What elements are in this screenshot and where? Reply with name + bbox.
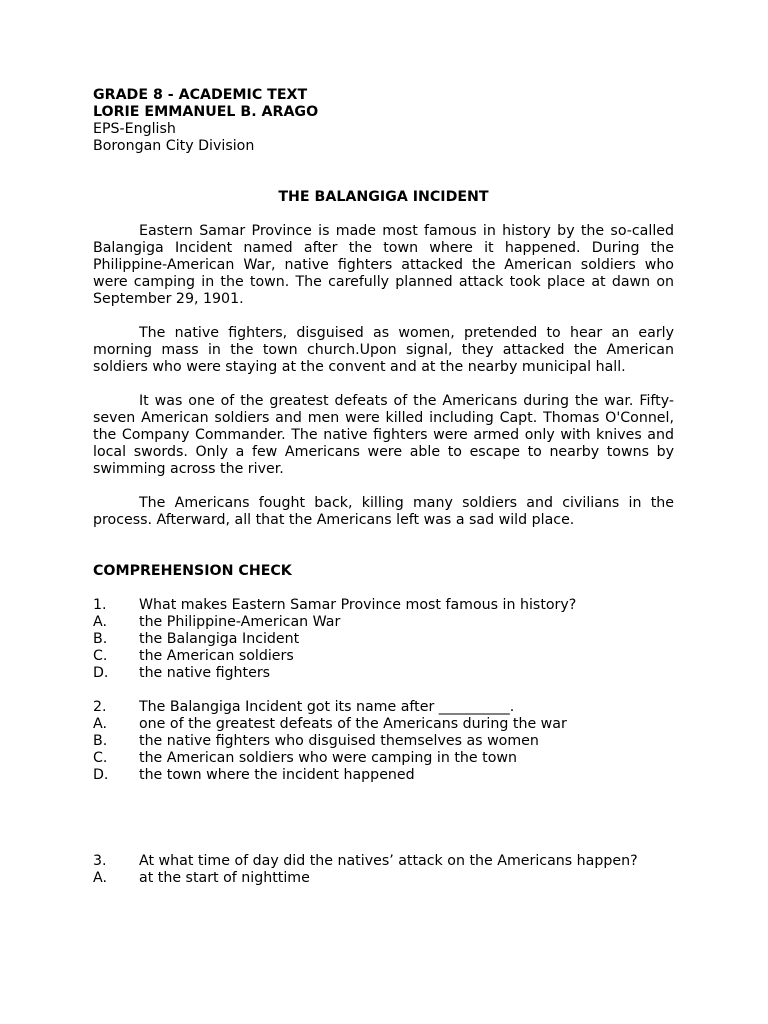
question-block: [93, 853, 674, 887]
header-department-line: EPS-English: [93, 121, 176, 137]
option-text: the town where the incident happened: [139, 767, 415, 783]
question-text: What makes Eastern Samar Province most famous in history?: [139, 597, 577, 613]
question-block: [93, 699, 674, 784]
option-text: the Philippine-American War: [139, 614, 341, 630]
document-title: THE BALANGIGA INCIDENT: [278, 189, 489, 205]
option-letter: A.: [93, 614, 107, 630]
document-page: [93, 87, 674, 904]
option-text: at the start of nighttime: [139, 870, 310, 886]
question-item: [93, 699, 674, 716]
question-number: 3.: [93, 853, 107, 869]
option-letter: C.: [93, 750, 108, 766]
option-letter: B.: [93, 631, 108, 647]
option-letter: D.: [93, 767, 109, 783]
answer-option: [93, 631, 674, 648]
article-paragraph: Eastern Samar Province is made most famous in history by the so-called Balangiga Incident named after the town where it happened. During the Philippine-American War, native fighters attacked the American soldiers who were camping in the town. The carefully planned attack took place at dawn on September 29, 1901.: [93, 223, 674, 307]
question-text: The Balangiga Incident got its name after __________.: [139, 699, 515, 715]
answer-option: [93, 665, 674, 682]
option-text: the American soldiers who were camping in the town: [139, 750, 517, 766]
option-text: the American soldiers: [139, 648, 294, 664]
answer-option: [93, 750, 674, 767]
question-number: 2.: [93, 699, 107, 715]
option-letter: A.: [93, 870, 107, 886]
article-body: [93, 223, 674, 529]
article-paragraph: The native fighters, disguised as women, pretended to hear an early morning mass in the town church.Upon signal, they attacked the American soldiers who were staying at the convent and at the nearby municipal hall.: [93, 325, 674, 375]
answer-option: [93, 733, 674, 750]
article-paragraph: It was one of the greatest defeats of the Americans during the war. Fifty-seven American soldiers and men were killed including Capt. Thomas O'Connel, the Company Commander. The native fighters were armed only with knives and local swords. Only a few Americans were able to escape to nearby towns by swimming across the river.: [93, 393, 674, 477]
answer-option: [93, 767, 674, 784]
option-letter: A.: [93, 716, 107, 732]
header-grade-line: GRADE 8 - ACADEMIC TEXT: [93, 87, 308, 103]
option-text: the native fighters who disguised themselves as women: [139, 733, 539, 749]
option-text: one of the greatest defeats of the Americans during the war: [139, 716, 567, 732]
question-item: [93, 853, 674, 870]
answer-option: [93, 648, 674, 665]
option-letter: C.: [93, 648, 108, 664]
question-block: [93, 597, 674, 682]
option-text: the native fighters: [139, 665, 271, 681]
comprehension-questions: [93, 597, 674, 887]
answer-option: [93, 614, 674, 631]
answer-option: [93, 870, 674, 887]
question-number: 1.: [93, 597, 107, 613]
header-division-line: Borongan City Division: [93, 138, 255, 154]
comprehension-heading: COMPREHENSION CHECK: [93, 563, 292, 579]
article-paragraph: The Americans fought back, killing many soldiers and civilians in the process. Afterward, all that the Americans left was a sad wild place.: [93, 495, 674, 528]
option-letter: B.: [93, 733, 108, 749]
document-header: [93, 87, 674, 155]
answer-option: [93, 716, 674, 733]
option-letter: D.: [93, 665, 109, 681]
option-text: the Balangiga Incident: [139, 631, 300, 647]
question-item: [93, 597, 674, 614]
header-author-line: LORIE EMMANUEL B. ARAGO: [93, 104, 319, 120]
question-text: At what time of day did the natives’ attack on the Americans happen?: [139, 853, 638, 869]
